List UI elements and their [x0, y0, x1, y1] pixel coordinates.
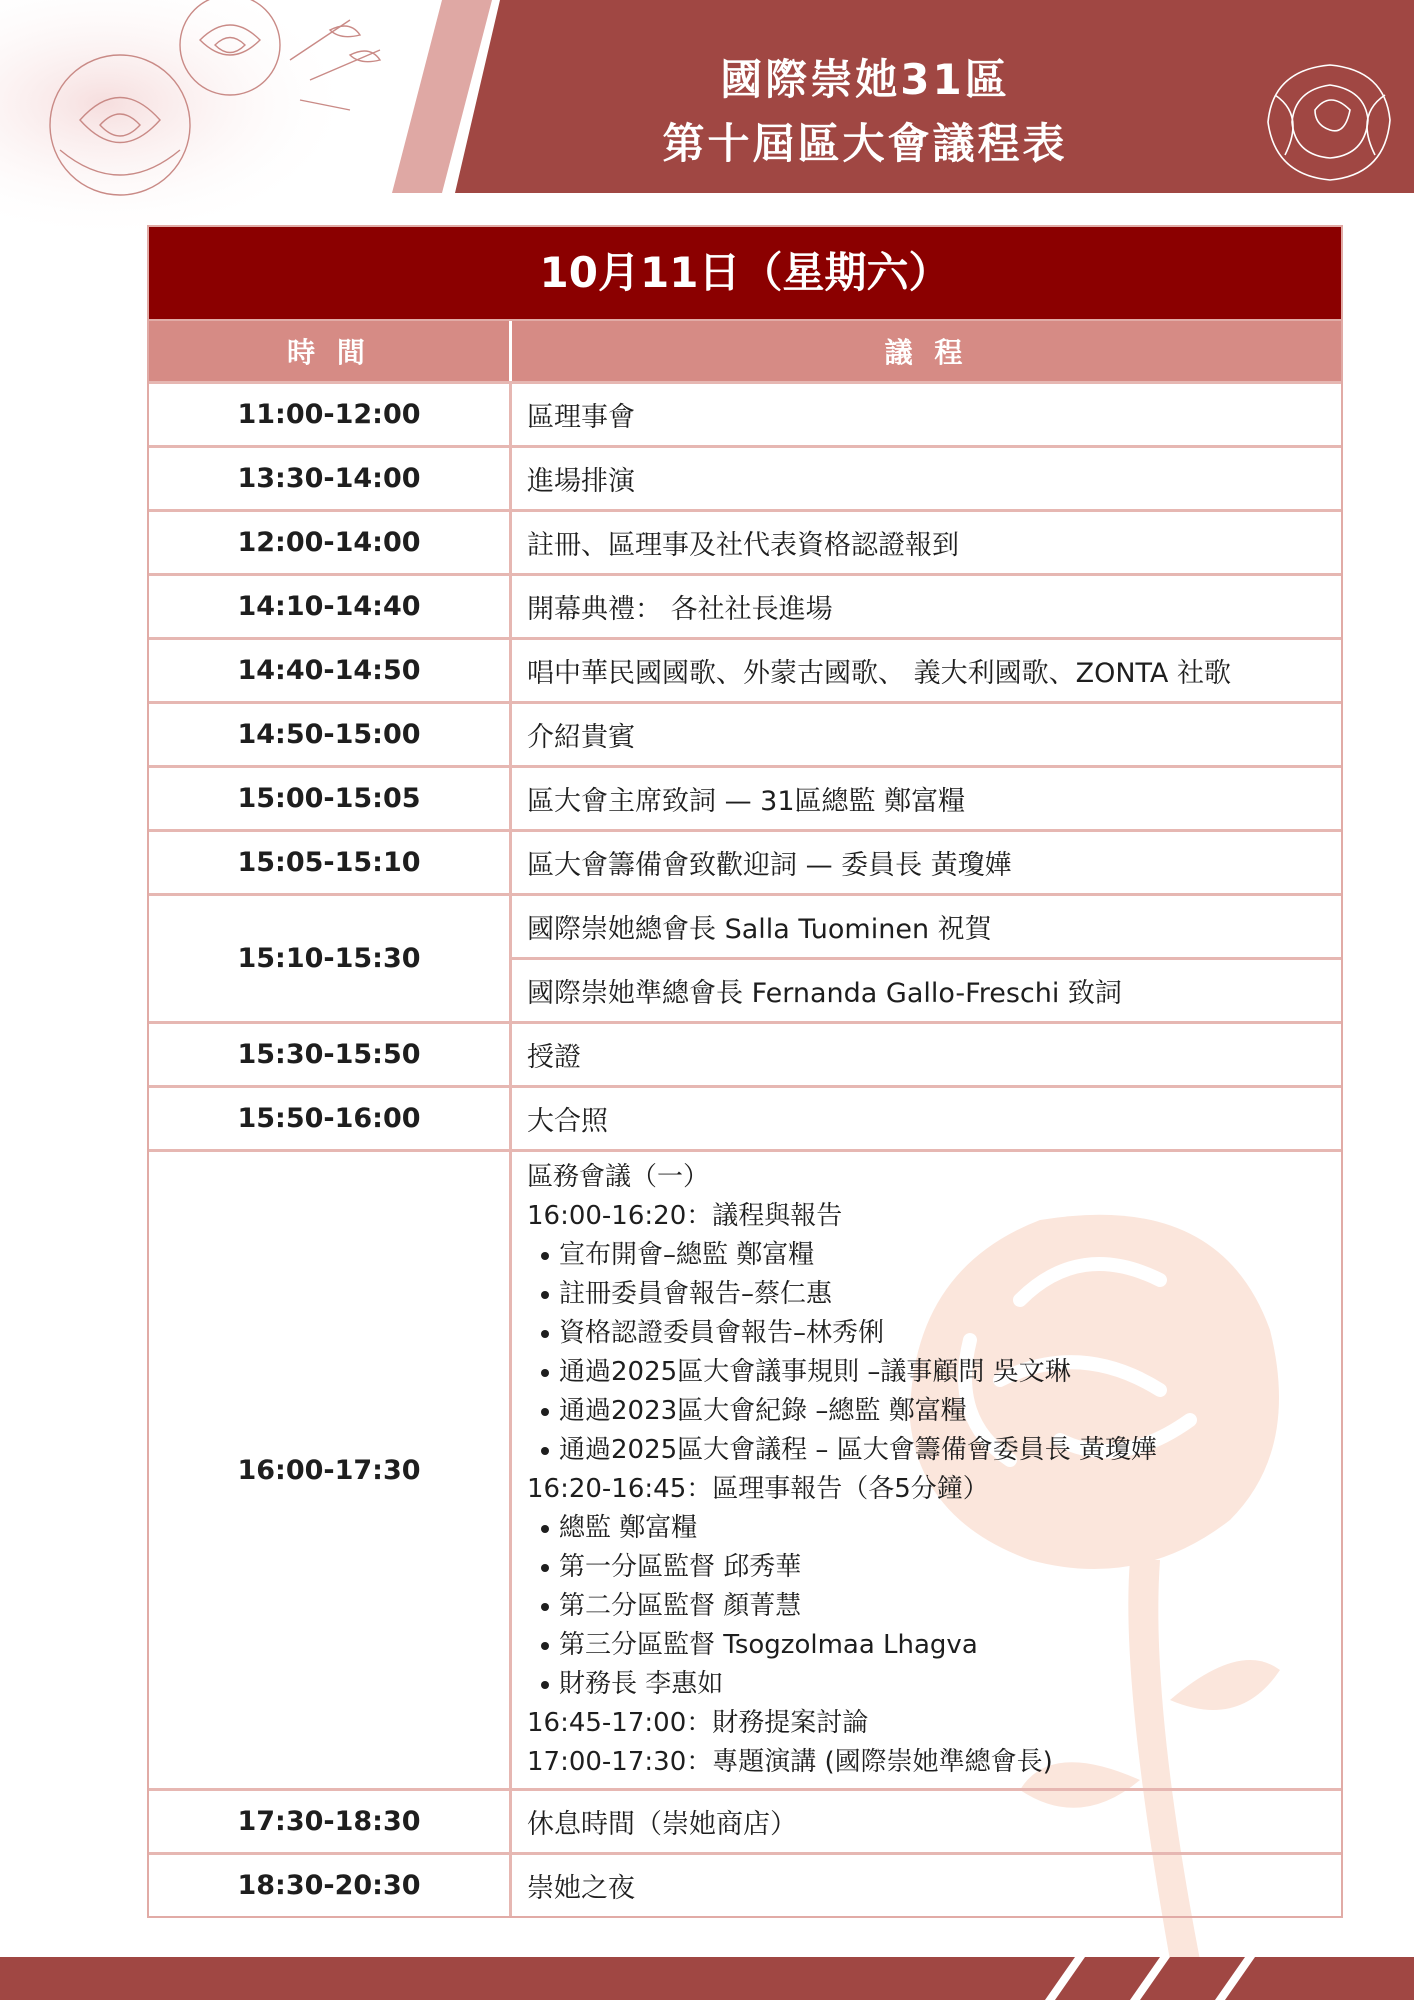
- meeting-subheading: 17:00-17:30：專題演講 (國際崇她準總會長): [527, 1747, 1053, 1777]
- agenda-item: 國際崇她準總會長 Fernanda Gallo-Freschi 致詞: [512, 957, 1341, 1021]
- table-row: [149, 509, 1341, 573]
- column-header-time: 時 間: [149, 321, 512, 381]
- meeting-bullet-item: 總監 鄭富糧: [527, 1509, 1341, 1548]
- row-time: 16:00-17:30: [149, 1152, 512, 1788]
- table-row: [149, 381, 1341, 445]
- meeting-bullet-item: 資格認證委員會報告–林秀俐: [527, 1314, 1341, 1353]
- rose-illustration-top-left: [0, 0, 420, 230]
- date-heading: 10月11日（星期六）: [149, 227, 1341, 321]
- row-agenda: [512, 384, 1341, 445]
- meeting-bullet-item: 通過2025區大會議事規則 –議事顧問 吳文琳: [527, 1353, 1341, 1392]
- row-agenda: [512, 896, 1341, 1021]
- meeting-subheading: 區務會議（一）: [527, 1162, 710, 1192]
- page-title-line1: 國際崇她31區: [720, 55, 1010, 104]
- meeting-bullet-item: 宣布開會–總監 鄭富糧: [527, 1236, 1341, 1275]
- agenda-item: 介紹貴賓: [527, 722, 635, 753]
- agenda-item: 授證: [527, 1042, 581, 1073]
- row-agenda: [512, 576, 1341, 637]
- table-row-meeting: [149, 1149, 1341, 1788]
- agenda-item: 崇她之夜: [527, 1873, 635, 1904]
- meeting-bullet-item: 通過2023區大會紀錄 –總監 鄭富糧: [527, 1392, 1341, 1431]
- meeting-bullet-item: 第三分區監督 Tsogzolmaa Lhagva: [527, 1626, 1341, 1665]
- agenda-item: 註冊、區理事及社代表資格認證報到: [527, 530, 959, 561]
- row-agenda: [512, 512, 1341, 573]
- table-row: [149, 1021, 1341, 1085]
- row-time: 15:50-16:00: [149, 1088, 512, 1149]
- table-row: [149, 445, 1341, 509]
- table-row: [149, 573, 1341, 637]
- row-agenda: [512, 1088, 1341, 1149]
- row-time: 17:30-18:30: [149, 1791, 512, 1852]
- meeting-subheading: 16:00-16:20：議程與報告: [527, 1201, 843, 1231]
- table-row: [149, 1852, 1341, 1916]
- row-agenda: [512, 640, 1341, 701]
- row-time: 15:10-15:30: [149, 896, 512, 1021]
- table-row: [149, 765, 1341, 829]
- table-row: [149, 1788, 1341, 1852]
- footer-band: [0, 1957, 1414, 2000]
- agenda-item: 國際崇她總會長 Salla Tuominen 祝賀: [527, 914, 992, 945]
- row-agenda: [512, 1791, 1341, 1852]
- agenda-item: 區大會籌備會致歡迎詞 — 委員長 黃瓊嬅: [527, 850, 1012, 881]
- table-row: [149, 701, 1341, 765]
- agenda-item: 區理事會: [527, 402, 635, 433]
- row-agenda: [512, 704, 1341, 765]
- meeting-agenda: [512, 1152, 1341, 1788]
- column-header-row: [149, 321, 1341, 381]
- page-title-line2: 第十屆區大會議程表: [662, 119, 1068, 168]
- row-time: 11:00-12:00: [149, 384, 512, 445]
- agenda-table: [147, 225, 1343, 1918]
- table-row: [149, 829, 1341, 893]
- column-header-agenda: 議 程: [884, 336, 969, 369]
- rose-icon-top-right: [1255, 55, 1405, 190]
- agenda-item: 區大會主席致詞 — 31區總監 鄭富糧: [527, 786, 966, 817]
- row-time: 15:30-15:50: [149, 1024, 512, 1085]
- row-agenda: [512, 832, 1341, 893]
- row-time: 12:00-14:00: [149, 512, 512, 573]
- table-row: [149, 1085, 1341, 1149]
- meeting-bullet-item: 註冊委員會報告–蔡仁惠: [527, 1275, 1341, 1314]
- row-time: 15:00-15:05: [149, 768, 512, 829]
- agenda-item: 開幕典禮： 各社社長進場: [527, 594, 833, 625]
- table-row: [149, 637, 1341, 701]
- row-agenda: [512, 768, 1341, 829]
- row-time: 14:40-14:50: [149, 640, 512, 701]
- meeting-subheading: 16:20-16:45：區理事報告（各5分鐘）: [527, 1474, 989, 1504]
- row-agenda: [512, 1024, 1341, 1085]
- table-row: [149, 893, 1341, 1021]
- agenda-item: 休息時間（崇她商店）: [527, 1809, 797, 1840]
- meeting-bullet-item: 第一分區監督 邱秀華: [527, 1548, 1341, 1587]
- meeting-bullet-item: 通過2025區大會議程 – 區大會籌備會委員長 黃瓊嬅: [527, 1431, 1341, 1470]
- row-time: 18:30-20:30: [149, 1855, 512, 1916]
- row-agenda: [512, 448, 1341, 509]
- meeting-bullet-item: 第二分區監督 顏菁慧: [527, 1587, 1341, 1626]
- agenda-item: 唱中華民國國歌、外蒙古國歌、 義大利國歌、ZONTA 社歌: [527, 658, 1231, 689]
- agenda-item: 大合照: [527, 1106, 608, 1137]
- row-agenda: [512, 1855, 1341, 1916]
- meeting-bullet-item: 財務長 李惠如: [527, 1665, 1341, 1704]
- row-time: 13:30-14:00: [149, 448, 512, 509]
- row-time: 15:05-15:10: [149, 832, 512, 893]
- row-time: 14:50-15:00: [149, 704, 512, 765]
- row-time: 14:10-14:40: [149, 576, 512, 637]
- agenda-item: 進場排演: [527, 466, 635, 497]
- meeting-subheading: 16:45-17:00：財務提案討論: [527, 1708, 869, 1738]
